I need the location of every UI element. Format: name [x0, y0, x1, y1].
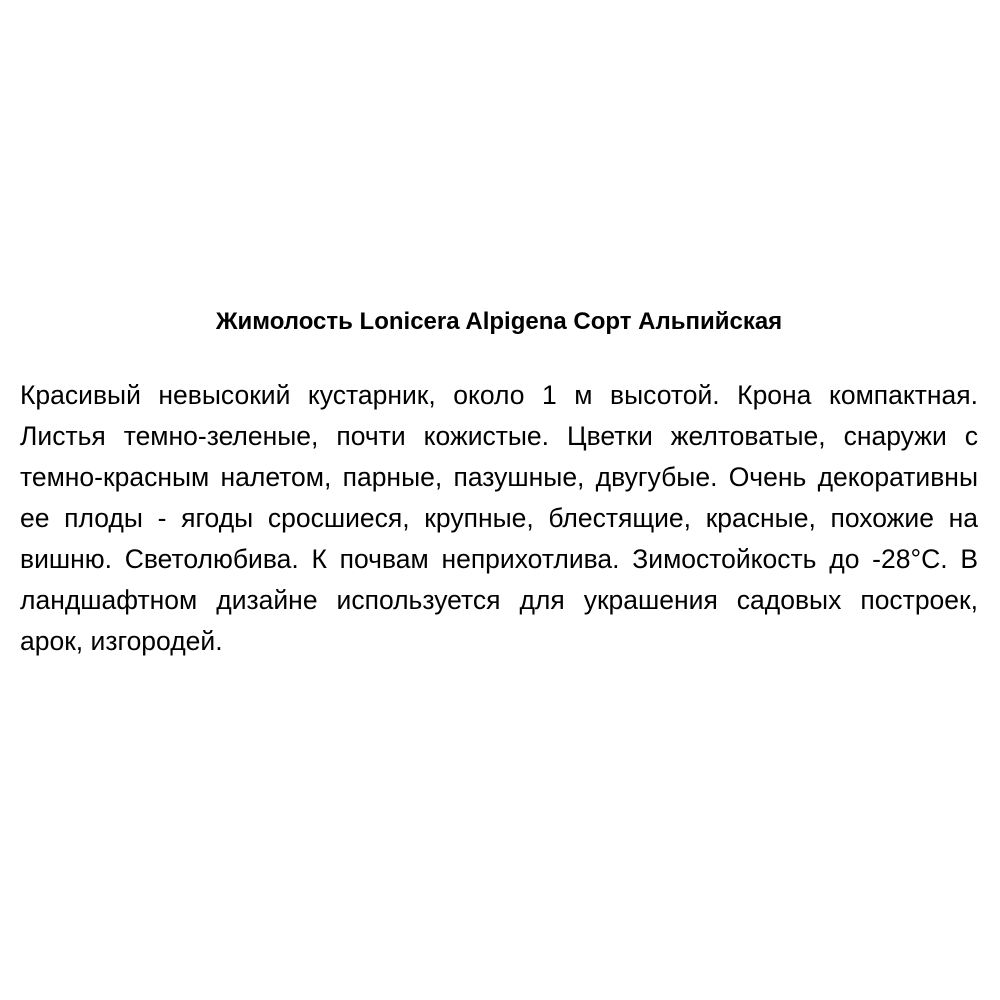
product-title: Жимолость Lonicera Alpigena Сорт Альпийская — [215, 308, 783, 335]
product-description — [20, 302, 978, 662]
description-paragraph: Красивый невысокий кустарник, около 1 м высотой. Крона компактная. Листья темно-зеленые, почти кожистые. Цветки желтоватые, снаружи с темно-красным налетом, парные, пазушные, двугубые. Очень декоративны ее плоды - ягоды сросшиеся, крупные, блестящие, красные, похожие на вишню. Светолюбива. К почвам неприхотлива. Зимостойкость до -28°С. В ландшафтном дизайне используется для украшения садовых построек, арок, изгородей. — [20, 380, 978, 656]
